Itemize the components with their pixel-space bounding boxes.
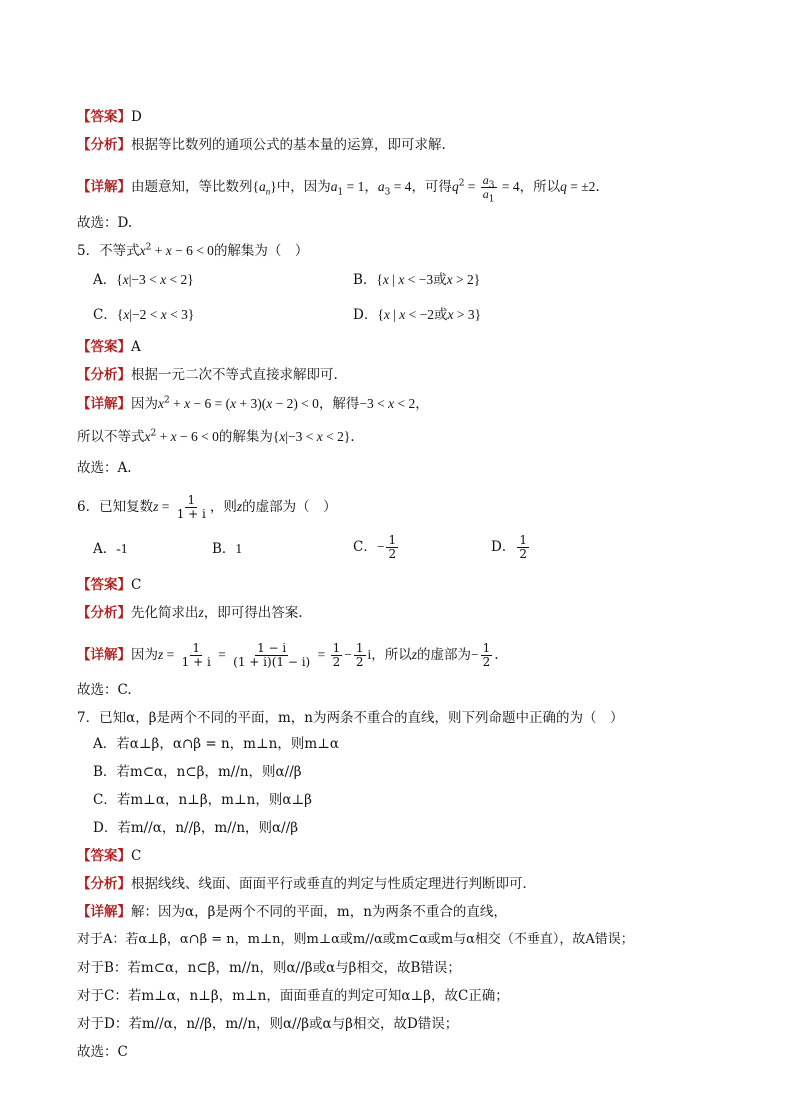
analysis-tag: 【分析】: [77, 367, 131, 383]
q7-option-d: D．若m//α，n//β，m//n，则α//β: [93, 820, 299, 836]
q5-answer-line: [77, 338, 141, 356]
detail-tag: 【详解】: [77, 647, 131, 663]
q5-line2-mid: 的解集为: [218, 429, 273, 445]
q5-answer: A: [131, 339, 141, 355]
q5-option-b-or: 或: [433, 272, 447, 288]
q5-detail-line: 【详解】因为$x^2 + x - 6 = (x + 3)(x - 2) < 0$，解得−3 < x < 2，: [77, 395, 429, 412]
q5-detail-line2: 所以不等式$x^2 + x - 6 < 0$的解集为{x|−3 < x < 2}.: [77, 428, 355, 445]
q6-option-b-label: B．: [212, 541, 236, 557]
q6-option-c-label: C．: [353, 539, 377, 555]
q4-detail-line: 【详解】由题意知，等比数列$\{a_n\}$中，因为$a_1 = 1$，$a_3 = 4$，可得$q^2$ = $\frac{a_3}{a_1}$ = 4，所以q = ±2.: [77, 173, 600, 205]
q5-stem: 5．不等式$x^2 + x - 6 < 0$的解集为（ ）: [77, 242, 309, 259]
q7-answer: C: [131, 848, 142, 864]
q4-detail-intro: 由题意知，等比数列: [131, 179, 253, 195]
q4-analysis-line: [77, 136, 446, 154]
q6-option-b-value: 1: [235, 541, 243, 556]
q5-option-b-label: B．: [353, 272, 377, 288]
q6-option-a: [93, 540, 128, 558]
q6-option-a-label: A．: [93, 541, 117, 557]
q5-option-d-or: 或: [434, 307, 448, 323]
q5-option-c-label: C．: [93, 307, 117, 323]
analysis-tag: 【分析】: [77, 137, 131, 153]
q4-conclusion: 故选：D.: [77, 215, 133, 231]
analysis-tag: 【分析】: [77, 605, 131, 621]
q7-conclusion: 故选：C: [77, 1044, 128, 1060]
q6-option-d-label: D．: [491, 539, 516, 555]
q7-option-a: A．若α⊥β，α∩β = n，m⊥n，则m⊥α: [93, 736, 339, 752]
q7-analysis: 根据线线、线面、面面平行或垂直的判定与性质定理进行判断即可．: [131, 876, 536, 892]
q6-stem-end: 的虚部为（ ）: [242, 499, 337, 515]
q7-stem: 7．已知α，β是两个不同的平面，m，n为两条不重合的直线，则下列命题中正确的为（ ）: [77, 710, 624, 726]
q6-stem: 6．已知复数z = $\frac{1}{1 + i}$ ，则z的虚部为（ ）: [77, 493, 337, 521]
answer-tag: 【答案】: [77, 577, 131, 593]
q6-conclusion: 故选：C.: [77, 682, 132, 698]
q7-case-d: 对于D：若m//α，n//β，m//n，则α//β或α与β相交，故D错误；: [77, 1016, 459, 1032]
q5-detail-because: 因为: [131, 396, 158, 412]
q5-option-d-label: D．: [353, 307, 378, 323]
q6-option-d: D． $\frac{1}{2}$: [491, 533, 527, 561]
q5-line2-prefix: 所以不等式: [77, 429, 145, 445]
q4-answer: D: [131, 109, 142, 125]
q6-detail-so: ，所以: [371, 647, 412, 663]
answer-tag: 【答案】: [77, 339, 131, 355]
q7-case-a: 对于A：若α⊥β，α∩β = n，m⊥n，则m⊥α或m//α或m⊂α或m与α相交（不垂直），故A错误；: [77, 932, 634, 947]
q5-stem-prefix: 5．不等式: [77, 243, 140, 259]
q4-answer-line: [77, 108, 142, 126]
detail-tag: 【详解】: [77, 904, 131, 920]
q4-analysis: 根据等比数列的通项公式的基本量的运算，即可求解.: [131, 137, 446, 153]
q6-stem-prefix: 6．已知复数: [77, 499, 154, 515]
q6-answer-line: [77, 576, 141, 594]
q6-stem-suffix: ，则: [209, 499, 237, 515]
q5-option-b: B．{x | x < −3或x > 2}: [353, 272, 481, 288]
q5-option-c: C．{x|−2 < x < 3}: [93, 307, 195, 323]
q5-option-a: A．{x|−3 < x < 2}: [93, 272, 194, 288]
q5-analysis: 根据一元二次不等式直接求解即可.: [131, 367, 338, 383]
q6-analysis-line: 【分析】先化简求出z，即可得出答案.: [77, 605, 303, 621]
q7-option-b: B．若m⊂α，n⊂β，m//n，则α//β: [93, 764, 302, 780]
q6-option-a-value: -1: [116, 541, 128, 556]
q6-answer: C: [131, 577, 142, 593]
q5-stem-suffix: 的解集为（ ）: [213, 243, 309, 259]
answer-tag: 【答案】: [77, 848, 131, 864]
q7-case-b: 对于B：若m⊂α，n⊂β，m//n，则α//β或α与β相交，故B错误；: [77, 960, 461, 976]
q5-analysis-line: [77, 366, 338, 384]
q7-option-c: C．若m⊥α，n⊥β，m⊥n，则α⊥β: [93, 792, 312, 808]
q6-detail-line: 【详解】因为z = $\frac{1}{1 + i}$ = $\frac{1 - i}{(1 + i)(1 - i)}$ = $\frac{1}{2}$ − $\frac{1}{2}$ i，所以z的虚部为− $\frac{1}{2}$ .: [77, 641, 499, 669]
q6-detail-imag: 的虚部为: [417, 647, 472, 663]
answer-tag: 【答案】: [77, 109, 131, 125]
q6-detail-because: 因为: [131, 647, 158, 663]
q5-detail-solve: ，解得: [318, 396, 360, 412]
q5-option-a-label: A．: [93, 272, 117, 288]
q5-conclusion: 故选：A.: [77, 460, 132, 476]
analysis-tag: 【分析】: [77, 876, 131, 892]
q7-case-c: 对于C：若m⊥α，n⊥β，m⊥n，面面垂直的判定可知α⊥β，故C正确；: [77, 988, 509, 1004]
q5-option-d: D．{x | x < −2或x > 3}: [353, 307, 482, 323]
q6-stem-fraction: $\frac{1}{1 + i}$: [176, 493, 206, 521]
q4-fraction: $\frac{a_3}{a_1}$: [482, 173, 495, 205]
q7-analysis-line: [77, 875, 536, 893]
q7-answer-line: [77, 847, 141, 865]
q4-detail-then: ，可得: [411, 179, 452, 195]
q6-analysis-suffix: ，即可得出答案.: [203, 605, 303, 621]
q6-option-b: [212, 540, 242, 558]
q4-detail-mid: 中，因为: [276, 179, 331, 195]
q7-detail-line: [77, 903, 507, 921]
q6-option-c: C．− $\frac{1}{2}$: [353, 533, 397, 561]
detail-tag: 【详解】: [77, 179, 131, 195]
detail-tag: 【详解】: [77, 396, 131, 412]
q6-analysis-prefix: 先化简求出: [131, 605, 199, 621]
q7-detail: 解：因为α，β是两个不同的平面，m，n为两条不重合的直线，: [131, 904, 507, 920]
q4-detail-so: ，所以: [519, 179, 561, 195]
